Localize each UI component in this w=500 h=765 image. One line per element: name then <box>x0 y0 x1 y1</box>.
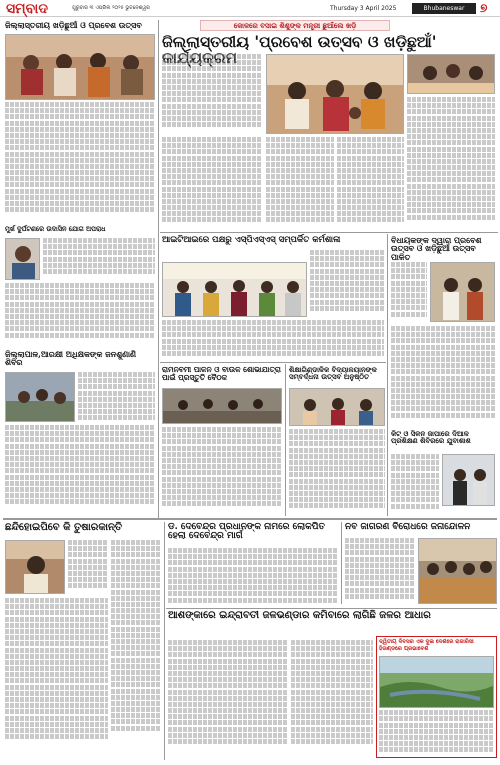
person-portrait-icon <box>6 239 40 280</box>
lead-text-col1 <box>162 54 262 132</box>
felicitation-photo-icon <box>290 389 385 426</box>
crowd-photo-icon <box>6 373 75 422</box>
lower-divider-1 <box>164 522 165 760</box>
lower-rule <box>3 518 497 520</box>
lower-headline-1: ଛନ୍ଦିହୋଇପିବେ କି ତୁଷାରକାନ୍ତି <box>5 522 123 533</box>
mid-text-1a <box>310 250 384 318</box>
left-headline-1: ଜିଲ୍ଲାସ୍ତରୀୟ ଖଡ଼ିଛୁଆଁ ଓ ପ୍ରବେଶ ଉତ୍ସବ <box>5 20 142 30</box>
right-divider <box>387 234 388 516</box>
boxed-story-headline: ଦ୍ୱିତୀୟ ଦିବସର ଏକ ଦୁଇ ଦେଶରେ ରାଜାରିସୀ ହିଉଣ୍ଡରେ ପ୍ରଭାବେଶ <box>379 639 474 652</box>
meeting-photo-icon <box>163 389 282 424</box>
protest-photo <box>418 538 497 604</box>
lower-headline-4: ଆଶଙ୍କାରେ ଇନ୍ଦ୍ରାବତୀ ଜଳଭଣ୍ଡାର କମିବାରେ ଲାଗିଛି ଜଳର ଆଧାର <box>168 610 431 621</box>
left-photo-1 <box>5 34 155 100</box>
lower-text-1c <box>111 540 161 758</box>
right-headline-1: ବିଧାୟକଙ୍କ ଦ୍ୱାରା ପ୍ରବେଶ ଉତ୍ସବ ଓ ଖଡ଼ିଛୁଆଁ ଉତ୍ସବ ପାଳିତ <box>391 235 482 262</box>
mid-divider <box>285 364 286 516</box>
section-rule <box>160 232 498 233</box>
right-headline-2: କିଟ୍ ଓ ସିଳନ ଜାପାରେ ଦିଆଳ ପ୍ରଶିକ୍ଷଣ ଶିବିରରେ ଯୁବାଶାଶ <box>391 429 471 446</box>
mid-text-3 <box>289 429 385 515</box>
camp-photo <box>5 372 75 422</box>
mid-headline-2: ରାମନବମୀ ପାଳନ ଓ ବାଉଳ ଶୋଭାଯାତ୍ରା ପାଇଁ ପ୍ରସ୍ତୁତି ବୈଠକ <box>162 365 281 382</box>
left-article-text-3b <box>5 425 155 513</box>
right-text-1b <box>391 326 495 428</box>
edition-badge: Bhubaneswar <box>412 3 476 14</box>
lower-headline-3: ନବ ଜାଗରଣ ବିରୋଧରେ ଜନାନ୍ଦୋଳନ <box>345 522 471 532</box>
lower-text-1a <box>68 540 108 594</box>
left-article-text-2a <box>43 238 155 280</box>
right-photo-2 <box>442 454 495 506</box>
lead-photo-2 <box>407 54 495 94</box>
lower-text-2 <box>168 548 338 608</box>
left-headline-3: ଜିଲ୍ଲାପାଳ,ଆରକ୍ଷୀ ଅଧିକ୍ଷକଙ୍କ ଜନଶୁଣାଣି ଶିବିର <box>5 349 137 368</box>
lower-text-3a <box>345 538 415 604</box>
protest-crowd-icon <box>419 539 497 604</box>
right-text-1a <box>391 262 427 324</box>
reservoir-landscape-icon <box>380 657 494 708</box>
mid-headline-1: ଆଇଟିଆଇରେ ପକ୍ଷରୁ ଏସ୍‌ପିଏସ୍‌ଏସ୍ ସମ୍ପର୍କିତ କର୍ମଶାଳା <box>162 235 341 245</box>
lower-rule-2 <box>166 608 497 609</box>
lead-text-col2 <box>266 137 334 229</box>
lead-kicker: କୋଳରେ ବସାଇ ଶିଶୁଙ୍କ ମନ୍ତ୍ରୀ ଛୁଆଁଲେ ଖଡ଼ି <box>200 20 390 31</box>
lead-text-col1b <box>162 137 262 229</box>
lead-text-col3 <box>337 137 404 229</box>
people-photo-icon <box>6 35 155 100</box>
lower-text-1b <box>5 598 108 758</box>
lower-text-4a <box>168 640 288 758</box>
masthead <box>0 0 500 17</box>
right-photo-1 <box>430 262 495 322</box>
lower-divider-2 <box>341 522 342 604</box>
right-text-2a <box>391 454 439 514</box>
left-article-text-2b <box>5 283 155 343</box>
page-number: ୭ <box>480 1 488 15</box>
lead-headline: ଜିଲ୍ଲାସ୍ତରୀୟ 'ପ୍ରବେଶ ଉତ୍ସବ ଓ ଖଡ଼ିଛୁଆଁ' କାର୍ଯ୍ୟକ୍ରମ <box>162 32 437 68</box>
newspaper-logo: ସମ୍ବାଦ <box>6 1 48 17</box>
mid-headline-3: ଶିକ୍ଷାଗିଣ୍ଡାଳିକ ବିଦ୍ୟାଳୟାନଙ୍କ ସମ୍ବର୍ଦ୍ଧନା ଉତ୍ସବ ଅନୁଷ୍ଠିତ <box>289 365 377 382</box>
odia-dateline: ଗୁରୁବାର ୩ ଏପ୍ରିଲ ୨୦୨୫ ଭୁବନେଶ୍ୱର <box>72 5 150 11</box>
school-photo <box>289 388 385 426</box>
mid-text-2 <box>162 427 282 515</box>
left-article-text-1 <box>5 102 155 220</box>
portrait-photo <box>5 238 40 280</box>
mid-text-1b <box>162 320 384 358</box>
meeting-photo <box>162 388 282 424</box>
mla-event-photo-icon <box>431 263 495 322</box>
training-photo-icon <box>443 455 495 506</box>
left-article-text-3a <box>78 372 155 422</box>
lead-text-col4 <box>407 97 495 229</box>
dam-photo <box>379 656 494 708</box>
left-headline-2: ମୁର୍ଖ ଦୁର୍ଘଟଣରେ ଉଦାସିନ ଯୋଗ ଅପରାଧ <box>5 225 106 233</box>
ceremony-photo-icon <box>267 55 404 134</box>
column-divider <box>158 20 159 518</box>
lower-headline-2: ଡ. ଦେବେନ୍ଦ୍ର ପ୍ରଧାନଙ୍କ ନାମରେ ଲୋକପିତ ହେଲା ଦେବେନ୍ଦ୍ର ମାର୍ଗ <box>168 522 325 542</box>
english-date: Thursday 3 April 2025 <box>330 5 397 12</box>
lower-text-4b <box>291 640 373 758</box>
children-photo-icon <box>408 55 495 94</box>
workshop-group-icon <box>163 263 307 317</box>
student-photo-icon <box>6 541 65 594</box>
mid-rule <box>160 362 386 363</box>
workshop-photo <box>162 262 307 317</box>
boxed-story-text <box>379 710 494 758</box>
lower-photo-1 <box>5 540 65 594</box>
lead-photo <box>266 54 404 134</box>
boxed-story <box>376 636 497 758</box>
